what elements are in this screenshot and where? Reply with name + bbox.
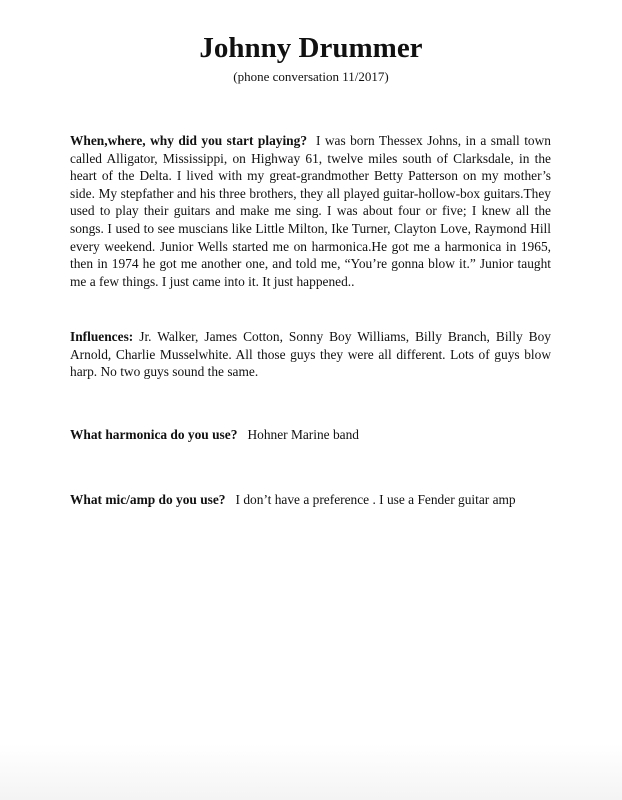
question-influences: Influences: — [70, 329, 134, 344]
section-influences — [70, 328, 551, 381]
question-harmonica: What harmonica do you use? — [70, 427, 238, 442]
answer-influences: Jr. Walker, James Cotton, Sonny Boy Williams, Billy Branch, Billy Boy Arnold, Charlie Musselwhite. All those guys they were all different. Lots of guys blow harp. No two guys sound the same. — [70, 329, 551, 380]
answer-harmonica: Hohner Marine band — [247, 427, 360, 442]
page-subtitle: (phone conversation 11/2017) — [233, 69, 389, 84]
section-harmonica — [70, 426, 551, 444]
question-start-playing: When,where, why did you start playing? — [70, 133, 308, 148]
section-start-playing — [70, 132, 551, 290]
answer-mic-amp: I don’t have a preference . I use a Fender guitar amp — [235, 492, 516, 507]
question-mic-amp: What mic/amp do you use? — [70, 492, 226, 507]
section-mic-amp — [70, 491, 551, 509]
page-title: Johnny Drummer — [199, 32, 423, 64]
answer-start-playing: I was born Thessex Johns, in a small town called Alligator, Mississippi, on Highway 61, twelve miles south of Clarksdale, in the heart of the Delta. I lived with my great-grandmother Betty Patterson on my mother’s side. My stepfather and his three brothers, they all played guitar-hollow-box guitars.They used to play their guitars and make me sing. I was about four or five; I knew all the songs. I used to see muscians like Little Milton, Ike Turner, Clayton Love, Raymond Hill every weekend. Junior Wells started me on harmonica.He got me a harmonica in 1965, then in 1974 he got me another one, and told me, “You’re gonna blow it.” Junior taught me a few things. I just came into it. It just happened.. — [70, 133, 551, 289]
